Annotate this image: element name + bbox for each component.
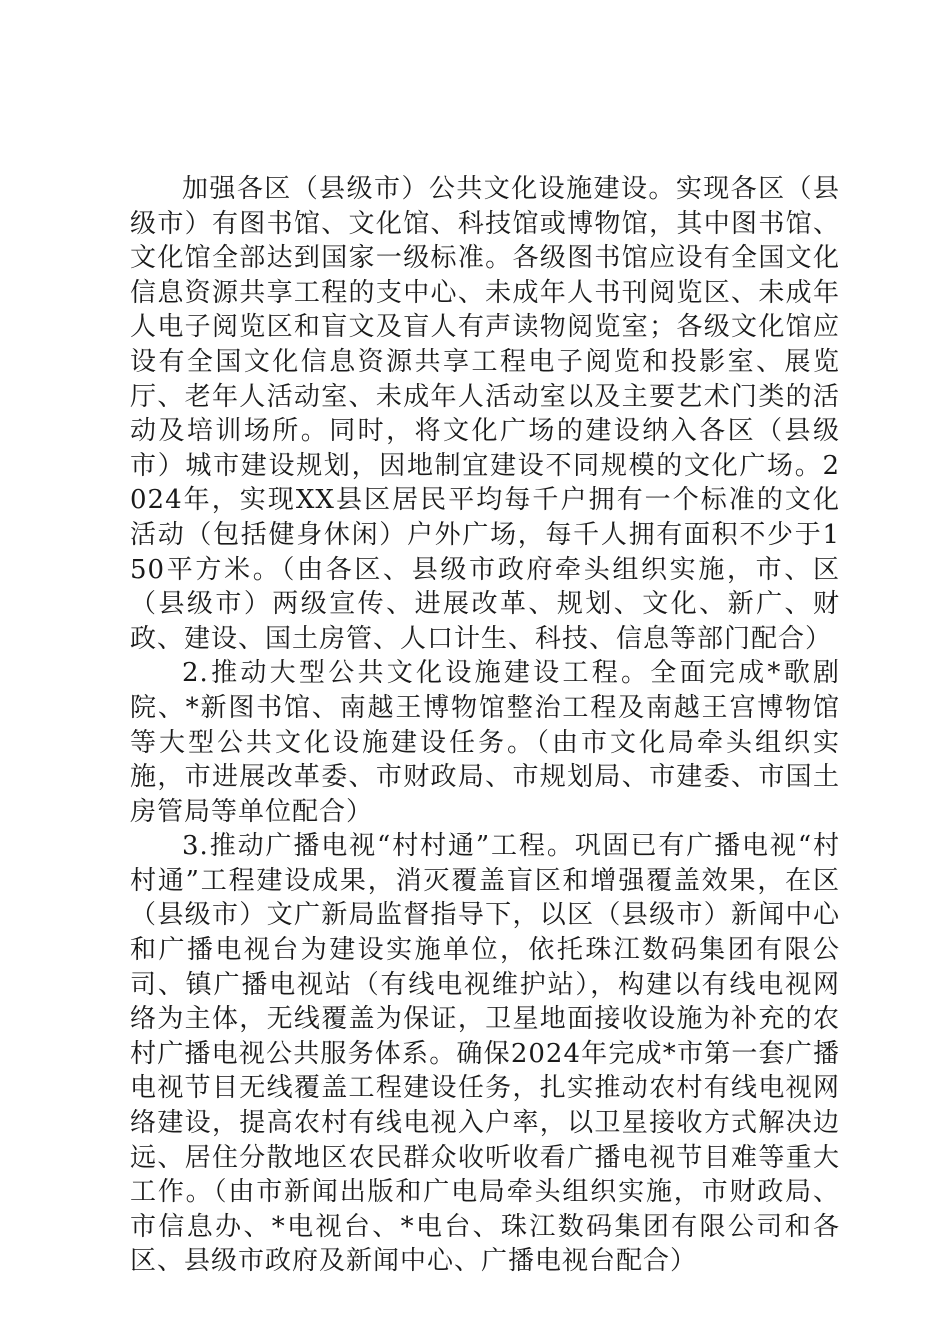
document-body	[130, 172, 840, 1279]
paragraph-broadcast: 3.推动广播电视“村村通”工程。巩固已有广播电视“村村通”工程建设成果，消灭覆盖盲区和增强覆盖效果，在区（县级市）文广新局监督指导下，以区（县级市）新闻中心和广播电视台为建设实施单位，依托珠江数码集团有限公司、镇广播电视站（有线电视维护站），构建以有线电视网络为主体，无线覆盖为保证，卫星地面接收设施为补充的农村广播电视公共服务体系。确保2024年完成*市第一套广播电视节目无线覆盖工程建设任务，扎实推动农村有线电视网络建设，提高农村有线电视入户率，以卫星接收方式解决边远、居住分散地区农民群众收听收看广播电视节目难等重大工作。（由市新闻出版和广电局牵头组织实施，市财政局、市信息办、*电视台、*电台、珠江数码集团有限公司和各区、县级市政府及新闻中心、广播电视台配合）	[130, 831, 840, 1277]
paragraph-facilities: 加强各区（县级市）公共文化设施建设。实现各区（县级市）有图书馆、文化馆、科技馆或博物馆，其中图书馆、文化馆全部达到国家一级标准。各级图书馆应设有全国文化信息资源共享工程的支中心、未成年人书刊阅览区、未成年人电子阅览区和盲文及盲人有声读物阅览室；各级文化馆应设有全国文化信息资源共享工程电子阅览和投影室、展览厅、老年人活动室、未成年人活动室以及主要艺术门类的活动及培训场所。同时，将文化广场的建设纳入各区（县级市）城市建设规划，因地制宜建设不同规模的文化广场。2024年，实现XX县区居民平均每千户拥有一个标准的文化活动（包括健身休闲）户外广场，每千人拥有面积不少于150平方米。（由各区、县级市政府牵头组织实施，市、区（县级市）两级宣传、进展改革、规划、文化、新广、财政、建设、国土房管、人口计生、科技、信息等部门配合）	[130, 174, 840, 654]
paragraph-large-facilities: 2.推动大型公共文化设施建设工程。全面完成*歌剧院、*新图书馆、南越王博物馆整治工程及南越王宫博物馆等大型公共文化设施建设任务。（由市文化局牵头组织实施，市进展改革委、市财政局、市规划局、市建委、市国土房管局等单位配合）	[130, 658, 840, 827]
